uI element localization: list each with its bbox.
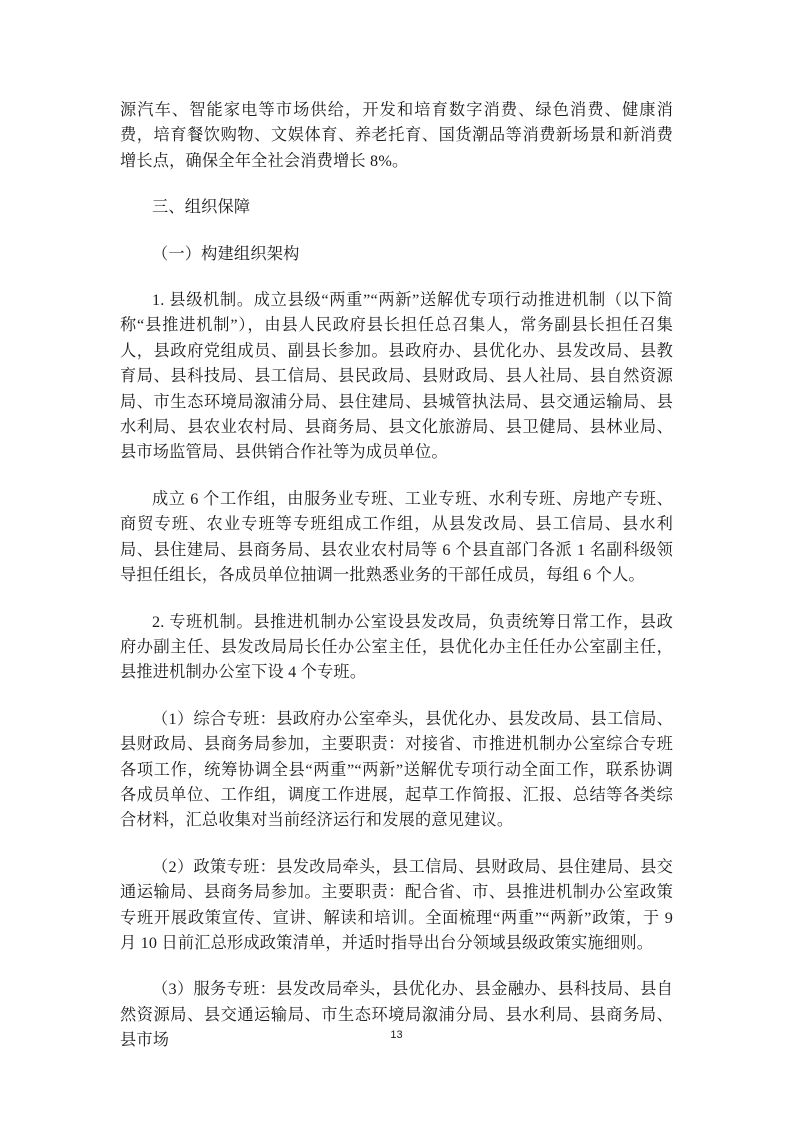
paragraph: 2. 专班机制。县推进机制办公室设县发改局，负责统筹日常工作，县政府办副主任、县发改局局长任办公室主任，县优化办主任任办公室副主任，县推进机制办公室下设 4 个专班。: [120, 612, 673, 682]
section-heading: 三、组织保障: [152, 198, 251, 217]
paragraph: 成立 6 个工作组，由服务业专班、工业专班、水利专班、房地产专班、商贸专班、农业专班等专班组成工作组，从县发改局、县工信局、县水利局、县住建局、县商务局、县农业农村局等 6 个县直部门各派 1 名副科级领导担任组长，各成员单位抽调一批熟悉业务的干部任成员，每组 6 个人。: [120, 489, 673, 585]
subsection-heading: （一）构建组织架构: [152, 244, 300, 263]
page-number: 13: [390, 1029, 403, 1041]
document-body: [120, 98, 673, 1075]
paragraph-continuation: 源汽车、智能家电等市场供给，开发和培育数字消费、绿色消费、健康消费，培育餐饮购物、文娱体育、养老托育、国货潮品等消费新场景和新消费增长点，确保全年全社会消费增长 8%。: [120, 101, 673, 170]
paragraph: 1. 县级机制。成立县级“两重”“两新”送解优专项行动推进机制（以下简称“县推进机制”），由县人民政府县长担任总召集人，常务副县长担任召集人，县政府党组成员、副县长参加。县政府办、县优化办、县发改局、县教育局、县科技局、县工信局、县民政局、县财政局、县人社局、县自然资源局、市生态环境局溆浦分局、县住建局、县城管执法局、县交通运输局、县水利局、县农业农村局、县商务局、县文化旅游局、县卫健局、县林业局、县市场监管局、县供销合作社等为成员单位。: [120, 291, 673, 462]
paragraph: （1）综合专班：县政府办公室牵头，县优化办、县发改局、县工信局、县财政局、县商务局参加，主要职责：对接省、市推进机制办公室综合专班各项工作，统筹协调全县“两重”“两新”送解优专项行动全面工作，联系协调各成员单位、工作组，调度工作进展，起草工作简报、汇报、总结等各类综合材料，汇总收集对当前经济运行和发展的意见建议。: [120, 709, 673, 830]
paragraph-truncated: （3）服务专班：县发改局牵头，县优化办、县金融办、县科技局、县自然资源局、县交通运输局、市生态环境局溆浦分局、县水利局、县商务局、县市场: [120, 980, 673, 1050]
paragraph: （2）政策专班：县发改局牵头，县工信局、县财政局、县住建局、县交通运输局、县商务局参加。主要职责：配合省、市、县推进机制办公室政策专班开展政策宣传、宣讲、解读和培训。全面梳理“两重”“两新”政策，于 9 月 10 日前汇总形成政策清单，并适时指导出台分领域县级政策实施细则。: [120, 857, 673, 952]
